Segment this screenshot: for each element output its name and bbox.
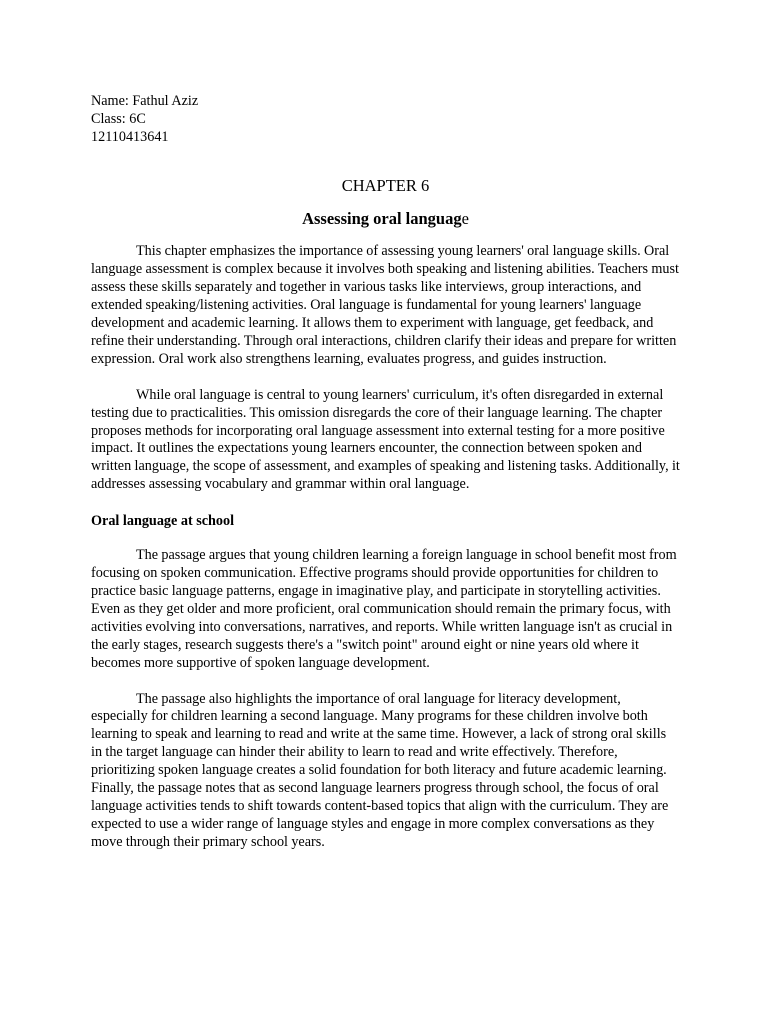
- student-id: 12110413641: [91, 128, 169, 145]
- chapter-title-bold: Assessing oral languag: [302, 209, 462, 229]
- chapter-label: CHAPTER 6: [341, 176, 430, 196]
- section-paragraph-2: The passage also highlights the importance of oral language for literacy development, especially for children learning a second language. Many programs for these children involve both learning to speak and learning to read and write at the same time. However, a lack of strong oral skills in the target language can hinder their ability to learn to read and write effectively. Therefore, prioritizing spoken language creates a solid foundation for both literacy and future academic learning. Finally, the passage notes that as second language learners progress through school, the focus of oral language activities tends to shift towards content-based topics that align with the curriculum. They are expected to use a wider range of language styles and engage in more complex conversations as they move through their primary school years.: [91, 690, 669, 850]
- section-paragraph-1: The passage argues that young children learning a foreign language in school benefit most from focusing on spoken communication. Effective programs should provide opportunities for children to practice basic language patterns, engage in imaginative play, and participate in storytelling activities. Even as they get older and more proficient, oral communication should remain the primary focus, with activities evolving into conversations, narratives, and reports. While written language isn't as crucial in the early stages, research suggests there's a "switch point" around eight or nine years old where it becomes more supportive of spoken language development.: [91, 547, 677, 671]
- chapter-title: [91, 209, 680, 229]
- student-class: Class: 6C: [91, 110, 146, 127]
- intro-paragraph-2: While oral language is central to young learners' curriculum, it's often disregarded in external testing due to practicalities. This omission disregards the core of their language learning. The chapter proposes methods for incorporating oral language assessment into external testing for a more positive impact. It outlines the expectations young learners encounter, the connection between spoken and written language, the scope of assessment, and examples of speaking and listening tasks. Additionally, it addresses assessing vocabulary and grammar within oral language.: [91, 386, 680, 493]
- student-info: [91, 93, 680, 146]
- student-name: Name: Fathul Aziz: [91, 93, 199, 109]
- chapter-title-tail: e: [461, 209, 469, 229]
- section-heading: Oral language at school: [91, 513, 235, 530]
- intro-paragraph-1: This chapter emphasizes the importance of assessing young learners' oral language skills. Oral language assessment is complex because it involves both speaking and listening abilities. Teachers must assess these skills separately and together in various tasks like interviews, group interactions, and extended speaking/listening activities. Oral language is fundamental for young learners' language development and academic learning. It allows them to experiment with language, get feedback, and refine their understanding. Through oral interactions, children clarify their ideas and prepare for written expression. Oral work also strengthens learning, evaluates progress, and guides instruction.: [91, 243, 679, 367]
